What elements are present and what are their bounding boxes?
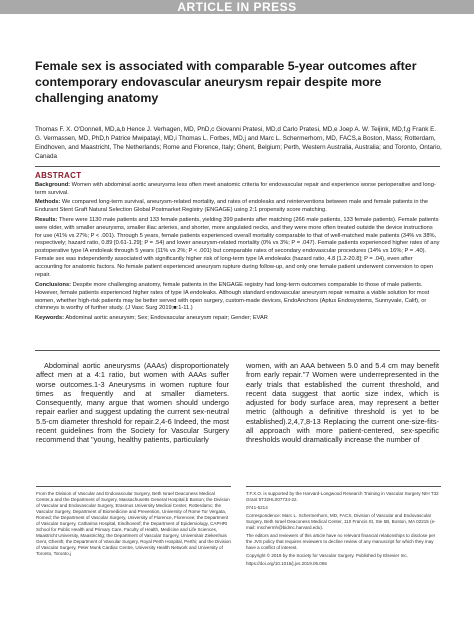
abstract-results: [35, 217, 440, 281]
doi-link[interactable]: https://doi.org/10.1016/j.jvs.2019.05.065: [246, 561, 327, 567]
article-in-press-banner: ARTICLE IN PRESS: [0, 0, 474, 14]
copyright-note: Copyright © 2019 by the Society for Vascular Surgery. Published by Elsevier Inc.: [246, 553, 408, 559]
article-title: Female sex is associated with comparable 5-year outcomes after contemporary endovascular aneurysm repair despite more challenging anatomy: [35, 59, 417, 106]
conclusions-text: Despite more challenging anatomy, female patients in the ENGAGE registry had long-term outcomes comparable to those of male patients. However, female patients experienced higher rates of type IA endoleaks. Although standard endovascular aneurysm repair remains a viable solution for most women, whether high-risk patients may be better served with open surgery, custom-made devices, EndoAnchors (Aptus Endosystems, Sunnyvale, Calif), or chimneys is worthy of further study. (J Vasc Surg 2019;■:1-11.): [35, 281, 430, 312]
footnote-rule-left: [36, 486, 231, 487]
background-label: Background:: [35, 182, 71, 188]
affiliations-footnote: [36, 491, 231, 560]
correspondence-note: Correspondence: Marc L. Schermerhorn, MD, FACS, Division of Vascular and Endovascular Surgery, Beth Israel Deaconess Medical Center, 110 Francis St, Ste 5B, Boston, MA 02215 (e-mail: mschermh@bidmc.harvard.edu).: [246, 513, 436, 531]
issn-note: 0741-5214: [246, 505, 268, 511]
abstract-bottom-rule: [35, 350, 440, 351]
keywords-text: Abdominal aortic aneurysm; Sex; Endovascular aneurysm repair; Gender; EVAR: [65, 314, 268, 321]
body-left-column: Abdominal aortic aneurysms (AAAs) disproportionately affect men at a 4:1 ratio, but women with AAAs suffer worse outcomes.1-3 Aneurysms in women rupture four times as frequently and at smaller diameters. Consequently, many argue that women should undergo repair earlier and suggest updating the current sex-neutral 5.5-cm diameter threshold for repair.2,4-6 Indeed, the most recent guidelines from the Society for Vascular Surgery recommend that "young, healthy patients, particularly: [36, 361, 229, 444]
methods-text: We compared long-term survival, aneurysm-related mortality, and rates of endoleaks and reinterventions between male and female patients in the Endurant Stent Graft Natural Selection Global Postmarket Registry (ENGAGE) using 2:1 propensity score matching.: [35, 199, 429, 214]
author-list: Thomas F. X. O'Donnell, MD,a,b Hence J. Verhagen, MD, PhD,c Giovanni Pratesi, MD,d Carlo Pratesi, MD,e Joep A. W. Teijink, MD,f,g Frank E. G. Vermassen, MD, PhD,h Patrice Mwipatayi, MD,i Thomas L. Forbes, MD,j and Marc L. Schermerhorn, MD, FACS,a Boston, Mass; Rotterdam, Eindhoven, and Maastricht, The Netherlands; Rome and Florence, Italy; Ghent, Belgium; Perth, Western Australia, Australia; and Toronto, Ontario, Canada: [35, 126, 442, 161]
abstract-top-rule: [35, 166, 440, 167]
conflict-note: The editors and reviewers of this article have no relevant financial relationships to disclose per the JVS policy that requires reviewers to decline review of any manuscript for which they may have a conflict of interest.: [246, 533, 436, 551]
abstract-background: [35, 182, 440, 198]
keywords-label: Keywords:: [35, 314, 65, 321]
abstract-heading: ABSTRACT: [35, 171, 82, 180]
affiliation-text: From the Division of Vascular and Endovascular Surgery, Beth Israel Deaconess Medical Center,a and the Department of Surgery, Massachusetts General Hospital,b Boston; the Division of Vascular and Endovascular Surgery, Erasmus University Medical Center, Rotterdamc; the Vascular Surgery, Department of Biomedicine and Prevention, University of Rome Tor Vergata, Romed; the Department of Vascular Surgery, University of Florence, Florencee; the Department of Vascular Surgery, Catharina Hospital, Eindhovenf; the Department of Epidemiology, CAPHRI School for Public Health and Primary Care, Faculty of Health, Medicine and Life Sciences, Maastricht University, Maastrichtg; the Department of Vascular Surgery, Universitair Ziekenhuis Gent, Ghenth; the Department of Vascular Surgery, Royal Perth Hospital, Perthi; and the Division of Vascular Surgery, Peter Munk Cardiac Centre, University Health Network and University of Toronto, Toronto.j: [36, 491, 231, 557]
methods-label: Methods:: [35, 199, 61, 206]
abstract-body: [35, 182, 440, 324]
abstract-conclusions: [35, 282, 440, 314]
funding-note: T.F.X.O. is supported by the Harvard-Longwood Research Training in Vascular Surgery NIH T32 Grant 5T32HL007734-22.: [246, 491, 439, 503]
results-label: Results:: [35, 216, 58, 223]
results-text: There were 1130 male patients and 133 female patients, yielding 399 patients after matching (266 male patients, 133 female patients). Female patients were older, with smaller aneurysms, smaller iliac arteries, and shorter, more angulated necks, and they were more often treated outside the device instructions for use (41% vs 27%; P < .001). Through 5 years, female patients experienced overall mortality comparable to that of well-matched male patients (34% vs 38%, respectively; hazard ratio, 0.89 [0.61-1.29]; P = .54) and lower aneurysm-related mortality (0% vs 3%; P = .047). Female patients experienced higher rates of any postoperative type IA endoleak through 5 years (11% vs 2%; P < .001) but comparable rates of secondary endovascular procedures (14% vs 16%; P = .40). Female sex was independently associated with significantly higher risk of long-term type IA endoleaks (hazard ratio, 4.8 [1.2-20.8]; P = .04), even after accounting for anatomic factors. No female patient experienced aneurysm rupture during follow-up, and only one female patient underwent conversion to open repair.: [35, 216, 440, 279]
footnote-rule-right: [246, 486, 441, 487]
abstract-methods: [35, 199, 440, 215]
background-text: Women with abdominal aortic aneurysms less often meet anatomic criteria for endovascular repair and experience worse perioperative and long-term survival.: [35, 182, 436, 196]
body-right-column: women, with an AAA between 5.0 and 5.4 cm may benefit from early repair."7 Women were underrepresented in the early trials that established the current threshold, and recent data suggest that aortic size index, which is adjusted for body surface area, may represent a better metric (although a definitive threshold is yet to be established).2,4,7,8-13 Replacing the current one-size-fits-all approach with more patient-centered, sex-specific thresholds would dramatically increase the number of: [246, 361, 439, 444]
article-info-footnote: [246, 491, 441, 570]
conclusions-label: Conclusions:: [35, 281, 72, 288]
abstract-keywords: [35, 315, 440, 323]
